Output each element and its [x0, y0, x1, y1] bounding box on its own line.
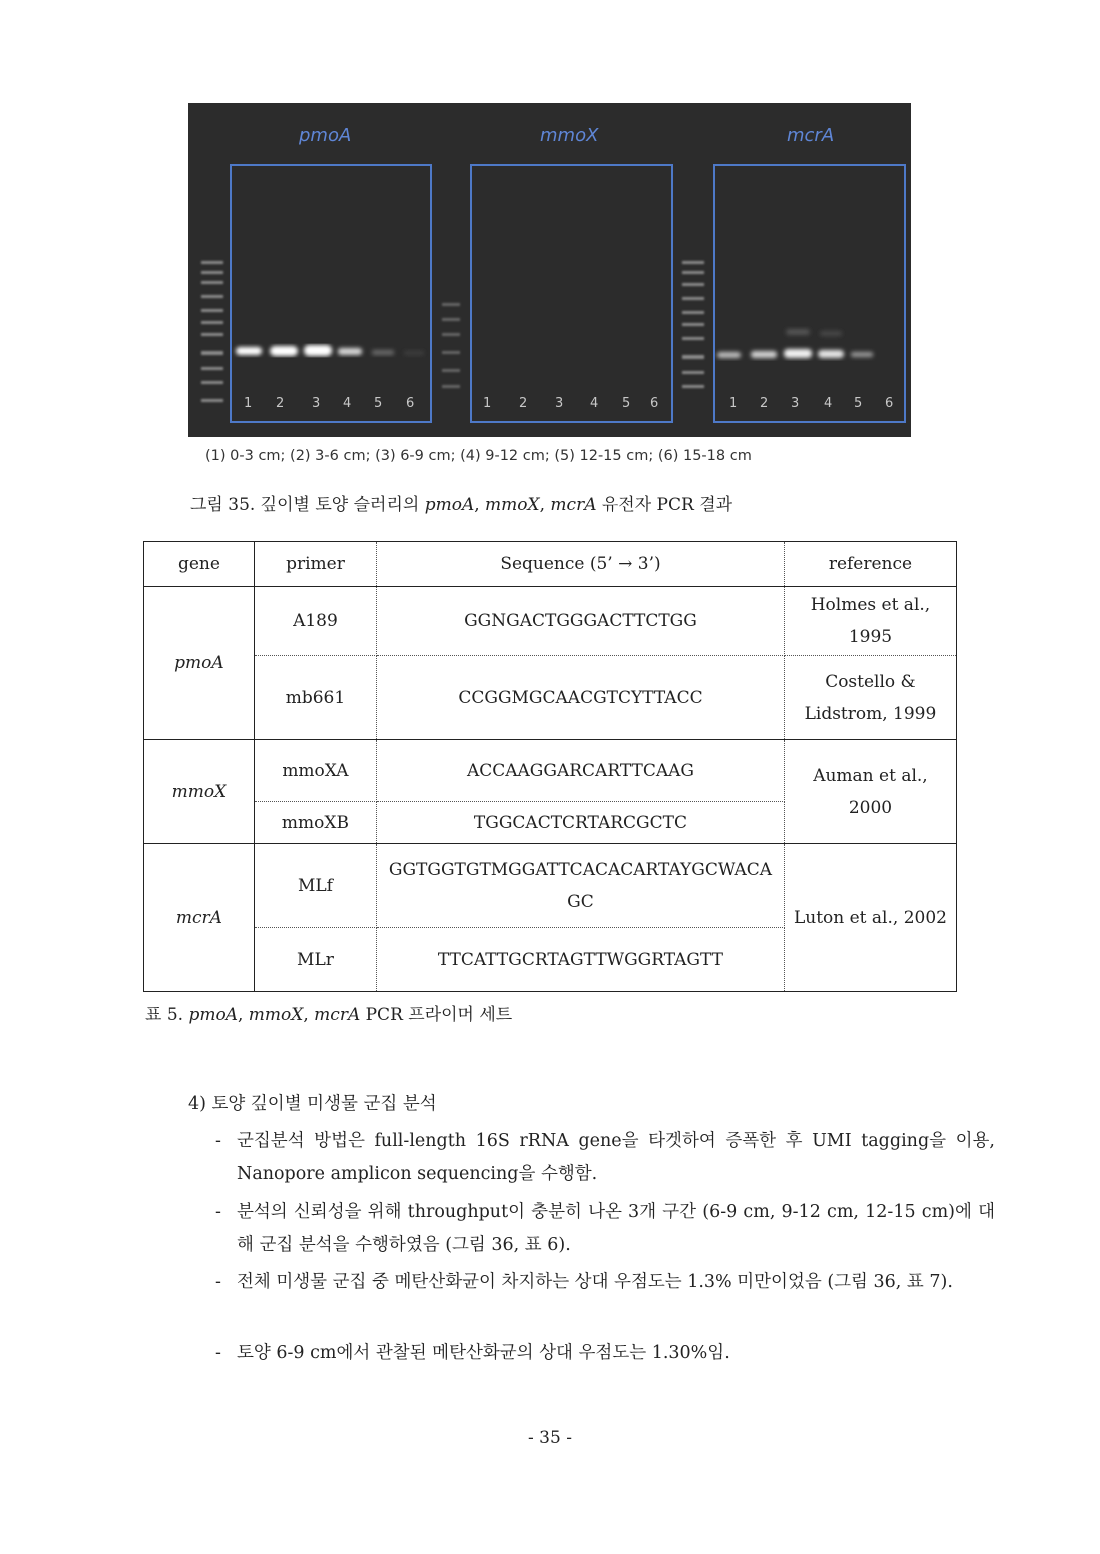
bullet-text: 전체 미생물 군집 중 메탄산화균이 차지하는 상대 우점도는 1.3% 미만이었음 (그림 36, 표 7).	[237, 1272, 953, 1292]
bullet-item	[215, 1196, 995, 1262]
gel-title-pmoA: pmoA	[299, 125, 352, 146]
caption-gene-pmoA: pmoA	[424, 495, 475, 515]
header-gene: gene	[144, 542, 255, 587]
primer-cell: mmoXA	[254, 740, 376, 802]
lane-number: 5	[622, 396, 631, 411]
primer-table	[143, 541, 957, 992]
gel-title-mmoX: mmoX	[540, 125, 599, 146]
sequence-cell: ACCAAGGARCARTTCAAG	[377, 740, 785, 802]
bullet-dash: -	[215, 1343, 221, 1363]
caption-gene-mmoX: mmoX	[485, 495, 540, 515]
sequence-cell: GGNGACTGGGACTTCTGG	[377, 587, 785, 656]
gel-electrophoresis-image	[188, 103, 911, 437]
table-row	[144, 587, 957, 656]
lane-number: 2	[276, 396, 285, 411]
caption-separator: ,	[474, 495, 486, 515]
lane-number: 3	[791, 396, 800, 411]
gel-lane-legend: (1) 0-3 cm; (2) 3-6 cm; (3) 6-9 cm; (4) 9-12 cm; (5) 12-15 cm; (6) 15-18 cm	[205, 448, 752, 464]
lane-number: 4	[590, 396, 599, 411]
primer-cell: MLf	[254, 844, 376, 928]
table-caption	[145, 1000, 512, 1025]
table-row	[144, 844, 957, 928]
gene-cell: mcrA	[144, 844, 255, 992]
gel-panel-pmoA-box	[230, 164, 432, 423]
caption-gene-pmoA: pmoA	[188, 1005, 238, 1025]
reference-cell: Holmes et al., 1995	[784, 587, 956, 656]
lane-number: 2	[519, 396, 528, 411]
gel-title-mcrA: mcrA	[787, 125, 835, 146]
lane-number: 2	[760, 396, 769, 411]
ladder-right	[682, 261, 704, 388]
bullet-text: 분석의 신뢰성을 위해 throughput이 충분히 나온 3개 구간 (6-9 cm, 9-12 cm, 12-15 cm)에 대해 군집 분석을 수행하였음 (그림 36, 표 6).	[237, 1202, 995, 1255]
gel-panel-mmoX-box	[470, 164, 673, 423]
lane-number: 6	[406, 396, 415, 411]
lane-number: 5	[854, 396, 863, 411]
bullet-text: 군집분석 방법은 full-length 16S rRNA gene을 타겟하여 증폭한 후 UMI tagging을 이용, Nanopore amplicon sequencing을 수행함.	[237, 1131, 995, 1184]
gene-cell: mmoX	[144, 740, 255, 844]
page-number: - 35 -	[528, 1428, 572, 1448]
lane-number: 1	[244, 396, 253, 411]
reference-cell: Luton et al., 2002	[793, 907, 947, 928]
figure-caption	[190, 490, 732, 515]
caption-separator: ,	[237, 1005, 249, 1025]
caption-gene-mcrA: mcrA	[550, 495, 597, 515]
ladder-left	[201, 261, 223, 402]
bullet-item	[215, 1125, 995, 1191]
header-sequence: Sequence (5’ → 3’)	[377, 542, 785, 587]
primer-cell: mmoXB	[254, 802, 376, 844]
bullet-text: 토양 6-9 cm에서 관찰된 메탄산화균의 상대 우점도는 1.30%임.	[237, 1343, 730, 1363]
caption-prefix: 표 5.	[145, 1005, 189, 1025]
lane-number: 1	[483, 396, 492, 411]
bullet-item	[215, 1266, 995, 1299]
ladder-middle	[442, 303, 460, 388]
sequence-cell: GGTGGTGTMGGATTCACACARTAYGCWACAGC	[377, 844, 785, 928]
section-heading: 4) 토양 깊이별 미생물 군집 분석	[188, 1094, 437, 1114]
primer-cell: MLr	[254, 928, 376, 992]
lane-number: 3	[312, 396, 321, 411]
primer-cell: A189	[254, 587, 376, 656]
bullet-item	[215, 1337, 995, 1370]
gel-panel-mcrA-box	[713, 164, 906, 423]
table-row	[144, 740, 957, 802]
sequence-cell: TTCATTGCRTAGTTWGGRTAGTT	[377, 928, 785, 992]
caption-gene-mmoX: mmoX	[248, 1005, 304, 1025]
lane-number: 1	[729, 396, 738, 411]
lane-number: 4	[343, 396, 352, 411]
lane-number: 6	[885, 396, 894, 411]
bullet-dash: -	[215, 1272, 221, 1292]
lane-number: 5	[374, 396, 383, 411]
lane-number: 6	[650, 396, 659, 411]
caption-gene-mcrA: mcrA	[314, 1005, 361, 1025]
bullet-dash: -	[215, 1202, 221, 1222]
caption-suffix: PCR 프라이머 세트	[360, 1005, 513, 1025]
table-header-row	[144, 542, 957, 587]
primer-cell: mb661	[254, 656, 376, 740]
bullet-dash: -	[215, 1131, 221, 1151]
reference-cell: Costello & Lidstrom, 1999	[784, 656, 956, 740]
table-row	[144, 656, 957, 740]
caption-separator: ,	[539, 495, 551, 515]
header-primer: primer	[254, 542, 376, 587]
caption-separator: ,	[303, 1005, 315, 1025]
caption-prefix: 그림 35. 깊이별 토양 슬러리의	[190, 495, 425, 515]
lane-number: 4	[824, 396, 833, 411]
gene-cell: pmoA	[144, 587, 255, 740]
sequence-cell: TGGCACTCRTARCGCTC	[377, 802, 785, 844]
reference-cell: Auman et al., 2000	[784, 740, 956, 844]
sequence-cell: CCGGMGCAACGTCYTTACC	[377, 656, 785, 740]
lane-number: 3	[555, 396, 564, 411]
header-reference: reference	[784, 542, 956, 587]
caption-suffix: 유전자 PCR 결과	[596, 495, 733, 515]
